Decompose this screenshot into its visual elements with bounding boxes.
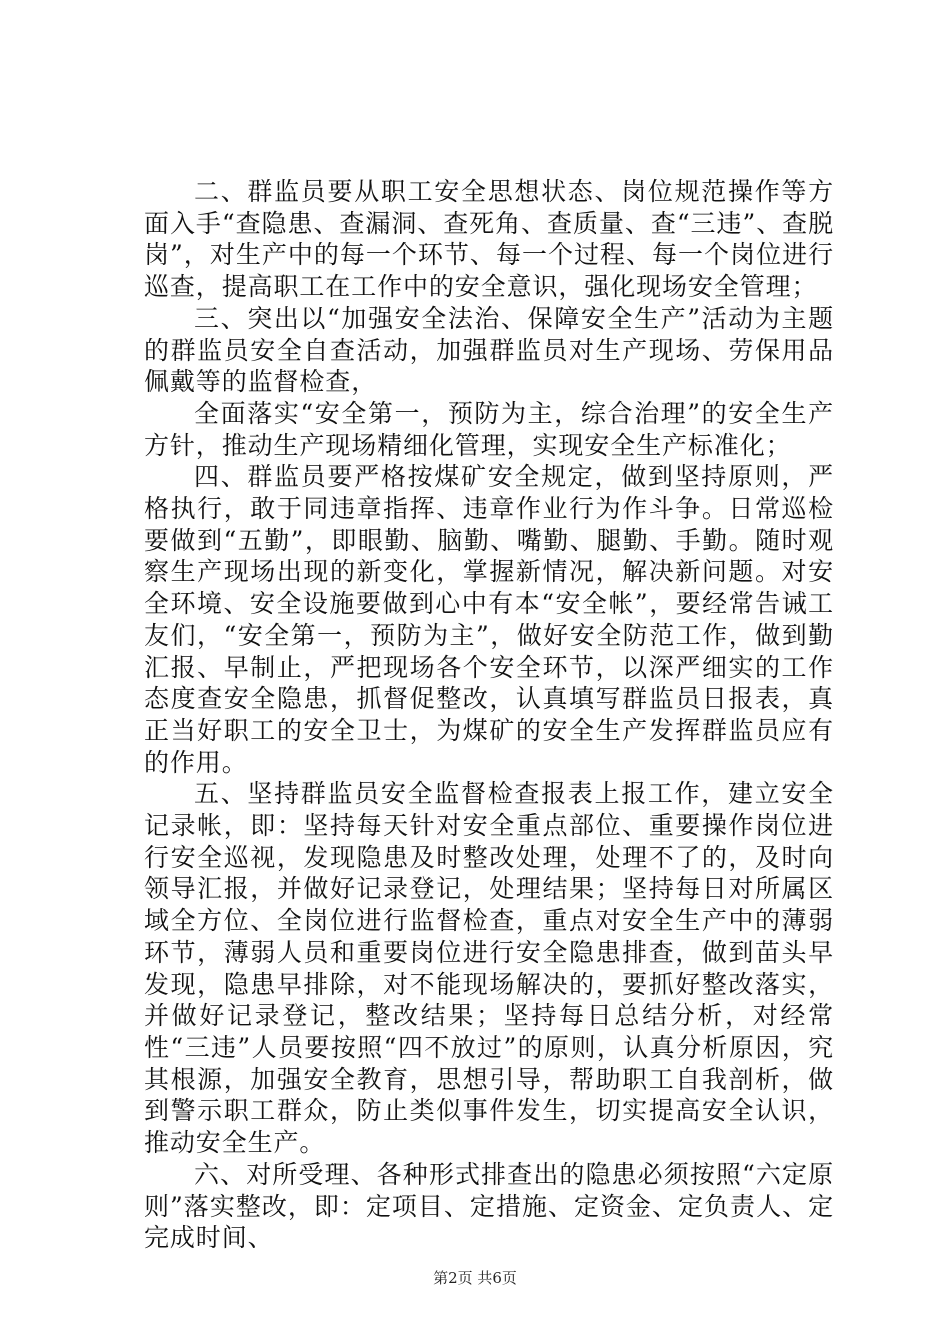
paragraph-4: 四、群监员要严格按煤矿安全规定，做到坚持原则，严格执行，敢于同违章指挥、违章作业行为作斗争。日常巡检要做到“五勤”，即眼勤、脑勤、嘴勤、腿勤、手勤。随时观察生产现场出现的新变化，掌握新情况，解决新问题。对安全环境、安全设施要做到心中有本“安全帐”，要经常告诫工友们，“安全第一，预防为主”，做好安全防范工作，做到勤汇报、早制止，严把现场各个安全环节，以深严细实的工作态度查安全隐患，抓督促整改，认真填写群监员日报表，真正当好职工的安全卫士，为煤矿的安全生产发挥群监员应有的作用。 [144,462,834,777]
paragraph-2: 二、群监员要从职工安全思想状态、岗位规范操作等方面入手“查隐患、查漏洞、查死角、查质量、查“三违”、查脱岗”，对生产中的每一个环节、每一个过程、每一个岗位进行巡查，提高职工在工作中的安全意识，强化现场安全管理； [144,177,834,302]
page-number-label: 第2页 共6页 [433,1269,517,1287]
paragraph-implementation: 全面落实“安全第一，预防为主，综合治理”的安全生产方针，推动生产现场精细化管理，实现安全生产标准化； [144,398,834,460]
paragraph-3: 三、突出以“加强安全法治、保障安全生产”活动为主题的群监员安全自查活动，加强群监员对生产现场、劳保用品佩戴等的监督检查， [144,303,834,397]
page-footer [0,1268,950,1288]
document-body [144,176,834,1254]
paragraph-6: 六、对所受理、各种形式排查出的隐患必须按照“六定原则”落实整改，即：定项目、定措施、定资金、定负责人、定完成时间、 [144,1159,834,1253]
paragraph-5: 五、坚持群监员安全监督检查报表上报工作，建立安全记录帐，即：坚持每天针对安全重点部位、重要操作岗位进行安全巡视，发现隐患及时整改处理，处理不了的，及时向领导汇报，并做好记录登记，处理结果；坚持每日对所属区域全方位、全岗位进行监督检查，重点对安全生产中的薄弱环节，薄弱人员和重要岗位进行安全隐患排查，做到苗头早发现，隐患早排除，对不能现场解决的，要抓好整改落实，并做好记录登记，整改结果；坚持每日总结分析，对经常性“三违”人员要按照“四不放过”的原则，认真分析原因，究其根源，加强安全教育，思想引导，帮助职工自我剖析，做到警示职工群众，防止类似事件发生，切实提高安全认识，推动安全生产。 [144,779,834,1158]
